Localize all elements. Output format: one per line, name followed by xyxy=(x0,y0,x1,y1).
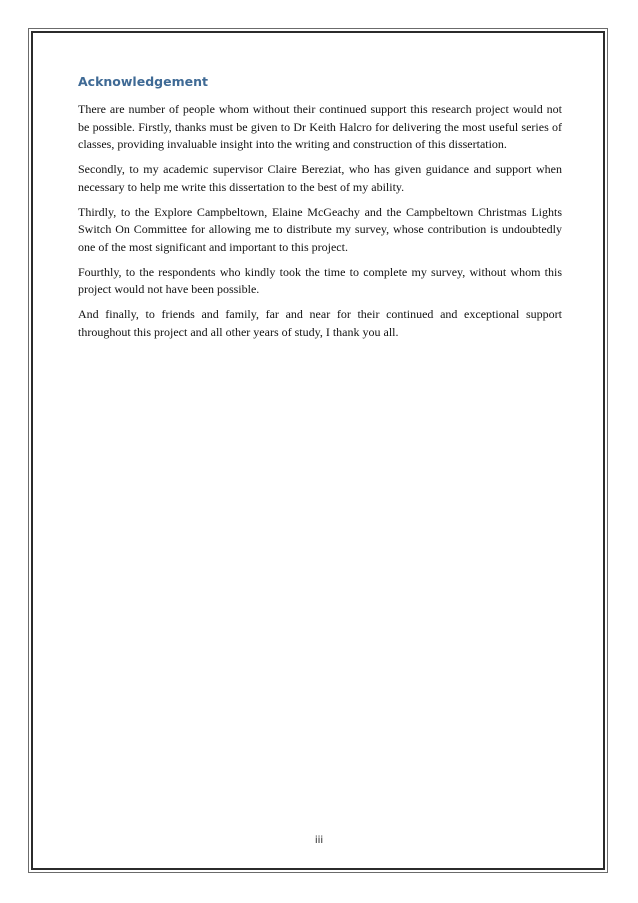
paragraph-2: Secondly, to my academic supervisor Claire Bereziat, who has given guidance and support when necessary to help me write this dissertation to the best of my ability. xyxy=(78,162,562,194)
page-content xyxy=(78,74,562,349)
paragraph-5: And finally, to friends and family, far and near for their continued and exceptional support throughout this project and all other years of study, I thank you all. xyxy=(78,307,562,339)
section-heading: Acknowledgement xyxy=(78,74,208,89)
paragraph-4: Fourthly, to the respondents who kindly took the time to complete my survey, without whom this project would not have been possible. xyxy=(78,264,562,296)
paragraph-3: Thirdly, to the Explore Campbeltown, Elaine McGeachy and the Campbeltown Christmas Lights Switch On Committee for allowing me to distribute my survey, whose contribution is undoubtedly one of the most significant and important to this project. xyxy=(78,204,562,254)
paragraph-1: There are number of people whom without their continued support this research project would not be possible. Firstly, thanks must be given to Dr Keith Halcro for delivering the most useful series of classes, providing invaluable insight into the writing and construction of this dissertation. xyxy=(78,102,562,151)
page-number: iii xyxy=(314,835,324,846)
